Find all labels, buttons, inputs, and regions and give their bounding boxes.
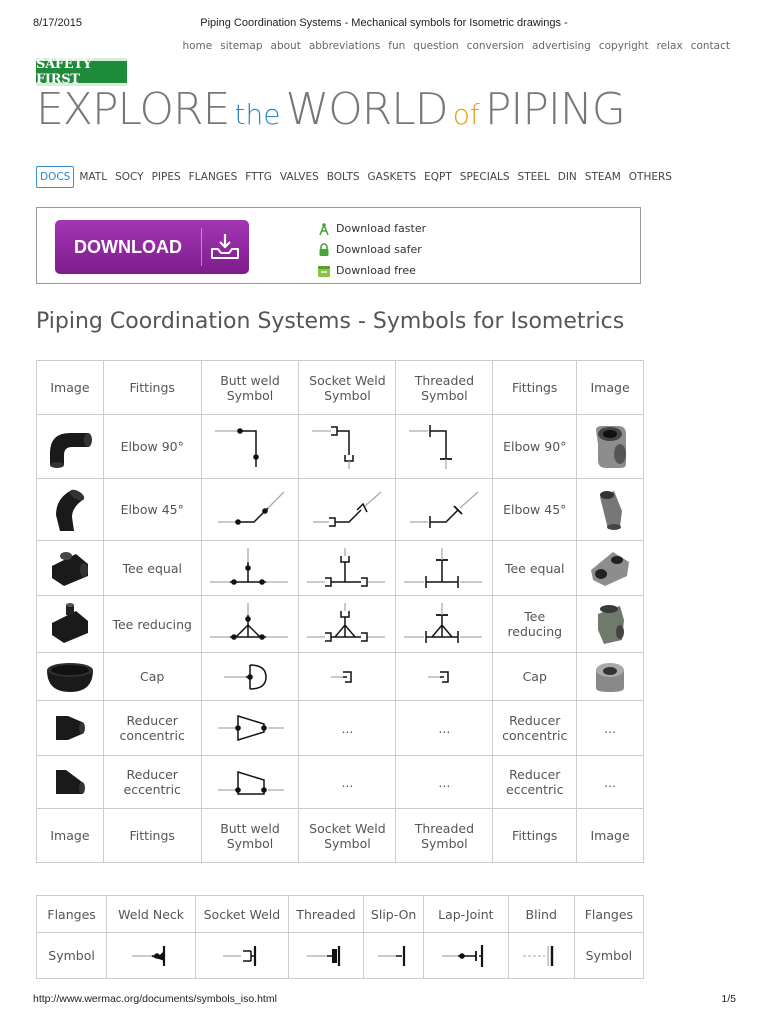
image-tee-reducing-butt — [37, 596, 104, 653]
image-elbow-90-forged — [577, 415, 644, 479]
header-butt-weld: Butt weld Symbol — [201, 361, 299, 415]
table-row — [37, 653, 644, 701]
nav-link-copyright[interactable]: copyright — [598, 40, 649, 52]
fitting-name: Elbow 45° — [103, 479, 201, 541]
fitting-name-right: Tee equal — [493, 541, 577, 596]
cat-docs[interactable]: DOCS — [36, 166, 74, 188]
fitting-name-right: Reducer concentric — [493, 701, 577, 756]
nav-link-advertising[interactable]: advertising — [531, 40, 591, 52]
image-tee-equal-forged — [577, 541, 644, 596]
weld-neck-header: Weld Neck — [107, 896, 196, 933]
threaded-symbol — [396, 541, 493, 596]
image-elbow-45-forged — [577, 479, 644, 541]
fitting-name-right: Tee reducing — [493, 596, 577, 653]
print-date: 8/17/2015 — [33, 17, 82, 29]
feature-faster — [316, 218, 426, 239]
threaded-symbol — [396, 415, 493, 479]
header-fittings: Fittings — [103, 361, 201, 415]
category-nav — [36, 166, 677, 188]
buttweld-symbol — [201, 479, 299, 541]
banner-word-the: the — [234, 98, 281, 131]
safety-first-logo[interactable] — [36, 58, 127, 86]
lock-icon — [316, 243, 332, 257]
cat-steel[interactable]: STEEL — [517, 171, 550, 183]
download-features — [316, 218, 426, 281]
header-fittings-right: Fittings — [493, 361, 577, 415]
threaded-symbol — [396, 479, 493, 541]
flanges-symbols-table — [36, 895, 644, 979]
lap-joint-symbol — [424, 933, 509, 979]
fitting-name-right: Reducer eccentric — [493, 756, 577, 809]
nav-link-conversion[interactable]: conversion — [466, 40, 524, 52]
footer-butt-weld: Butt weld Symbol — [201, 809, 299, 863]
table-header-row — [37, 361, 644, 415]
download-ad — [36, 207, 641, 284]
flanges-symbol-row — [37, 933, 644, 979]
feature-faster-text: Download faster — [336, 222, 427, 235]
socket-weld-header: Socket Weld — [195, 896, 288, 933]
feature-safer-text: Download safer — [336, 243, 422, 256]
symbol-label-right: Symbol — [574, 933, 643, 979]
site-banner — [36, 84, 625, 135]
fitting-name: Tee equal — [103, 541, 201, 596]
header-image-right: Image — [577, 361, 644, 415]
threaded-ellipsis: ... — [396, 701, 493, 756]
download-button-label: DOWNLOAD — [74, 236, 182, 257]
blind-symbol — [508, 933, 574, 979]
socketweld-symbol — [299, 541, 396, 596]
download-button-divider — [201, 228, 202, 266]
print-header — [0, 17, 768, 31]
footer-image: Image — [37, 809, 104, 863]
fitting-name: Tee reducing — [103, 596, 201, 653]
feature-safer — [316, 239, 426, 260]
table-row — [37, 541, 644, 596]
feature-free — [316, 260, 426, 281]
socketweld-symbol — [299, 653, 396, 701]
table-footer-row — [37, 809, 644, 863]
footer-fittings: Fittings — [103, 809, 201, 863]
buttweld-symbol — [201, 653, 299, 701]
fitting-name: Reducer concentric — [103, 701, 201, 756]
fitting-name-right: Cap — [493, 653, 577, 701]
socketweld-symbol — [299, 415, 396, 479]
fitting-name: Cap — [103, 653, 201, 701]
header-socket-weld: Socket Weld Symbol — [299, 361, 396, 415]
safety-first-text: SAFETY FIRST — [36, 57, 92, 87]
image-cap-forged — [577, 653, 644, 701]
buttweld-symbol — [201, 701, 299, 756]
cat-steam[interactable]: STEAM — [584, 171, 621, 183]
antenna-icon — [316, 222, 332, 236]
table-row — [37, 479, 644, 541]
banner-word-world: WORLD — [285, 84, 448, 135]
image-cap-butt — [37, 653, 104, 701]
socketweld-symbol — [299, 596, 396, 653]
box-icon — [316, 264, 332, 278]
flanges-header: Flanges — [37, 896, 107, 933]
socketweld-ellipsis: ... — [299, 756, 396, 809]
socketweld-symbol — [299, 479, 396, 541]
print-url: http://www.wermac.org/documents/symbols_iso.html — [33, 993, 277, 1005]
slip-on-symbol — [364, 933, 424, 979]
nav-link-sitemap[interactable]: sitemap — [220, 40, 263, 52]
image-reducer-concentric — [37, 701, 104, 756]
footer-image-right: Image — [577, 809, 644, 863]
threaded-ellipsis: ... — [396, 756, 493, 809]
banner-word-of: of — [452, 98, 480, 131]
cat-pipes[interactable]: PIPES — [151, 171, 181, 183]
page-title: Piping Coordination Systems - Symbols for Isometrics — [36, 309, 625, 334]
download-tray-icon — [207, 232, 243, 262]
header-image: Image — [37, 361, 104, 415]
banner-word-explore: EXPLORE — [36, 84, 230, 135]
image-tee-reducing-forged — [577, 596, 644, 653]
cat-flanges[interactable]: FLANGES — [188, 171, 238, 183]
threaded-header: Threaded — [288, 896, 363, 933]
nav-link-about[interactable]: about — [270, 40, 301, 52]
cat-gaskets[interactable]: GASKETS — [367, 171, 417, 183]
image-elbow-90-butt — [37, 415, 104, 479]
socketweld-ellipsis: ... — [299, 701, 396, 756]
cat-valves[interactable]: VALVES — [279, 171, 319, 183]
nav-link-fun[interactable]: fun — [388, 40, 406, 52]
footer-socket-weld: Socket Weld Symbol — [299, 809, 396, 863]
table-row — [37, 415, 644, 479]
feature-free-text: Download free — [336, 264, 416, 277]
threaded-symbol — [396, 596, 493, 653]
image-ellipsis: ... — [577, 701, 644, 756]
cat-din[interactable]: DIN — [557, 171, 577, 183]
print-page-number: 1/5 — [721, 993, 736, 1005]
buttweld-symbol — [201, 541, 299, 596]
nav-link-contact[interactable]: contact — [690, 40, 730, 52]
buttweld-symbol — [201, 415, 299, 479]
fittings-symbols-table — [36, 360, 644, 863]
image-reducer-eccentric — [37, 756, 104, 809]
table-row — [37, 596, 644, 653]
buttweld-symbol — [201, 596, 299, 653]
nav-link-question[interactable]: question — [413, 40, 459, 52]
fitting-name-right: Elbow 90° — [493, 415, 577, 479]
symbol-label: Symbol — [37, 933, 107, 979]
fitting-name: Reducer eccentric — [103, 756, 201, 809]
weld-neck-symbol — [107, 933, 196, 979]
cat-others[interactable]: OTHERS — [628, 171, 672, 183]
footer-threaded: Threaded Symbol — [396, 809, 493, 863]
blind-header: Blind — [508, 896, 574, 933]
buttweld-symbol — [201, 756, 299, 809]
top-nav — [174, 40, 730, 52]
slip-on-header: Slip-On — [364, 896, 424, 933]
table-row — [37, 701, 644, 756]
cat-socy[interactable]: SOCY — [115, 171, 144, 183]
download-button[interactable] — [55, 220, 249, 274]
cat-specials[interactable]: SPECIALS — [459, 171, 510, 183]
cat-bolts[interactable]: BOLTS — [326, 171, 360, 183]
fitting-name: Elbow 90° — [103, 415, 201, 479]
lap-joint-header: Lap-Joint — [424, 896, 509, 933]
cat-matl[interactable]: MATL — [79, 171, 108, 183]
fitting-name-right: Elbow 45° — [493, 479, 577, 541]
threaded-symbol — [396, 653, 493, 701]
header-threaded: Threaded Symbol — [396, 361, 493, 415]
flanges-header-row — [37, 896, 644, 933]
flanges-header-right: Flanges — [574, 896, 643, 933]
cat-fttg[interactable]: FTTG — [245, 171, 272, 183]
cat-eqpt[interactable]: EQPT — [424, 171, 452, 183]
nav-link-relax[interactable]: relax — [656, 40, 683, 52]
nav-link-abbreviations[interactable]: abbreviations — [308, 40, 381, 52]
banner-word-piping: PIPING — [484, 84, 625, 135]
socket-weld-symbol — [195, 933, 288, 979]
image-elbow-45-butt — [37, 479, 104, 541]
threaded-flange-symbol — [288, 933, 363, 979]
image-ellipsis: ... — [577, 756, 644, 809]
print-page-title: Piping Coordination Systems - Mechanical symbols for Isometric drawings - — [200, 17, 568, 29]
footer-fittings-right: Fittings — [493, 809, 577, 863]
image-tee-equal-butt — [37, 541, 104, 596]
nav-link-home[interactable]: home — [182, 40, 213, 52]
table-row — [37, 756, 644, 809]
